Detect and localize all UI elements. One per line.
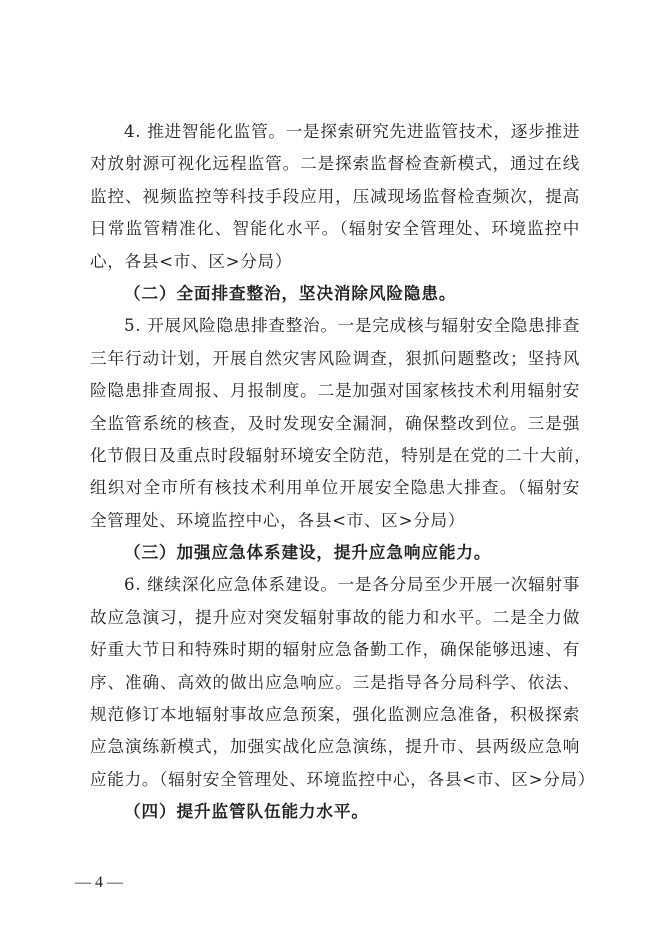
paragraph-item-6	[90, 569, 596, 796]
section-heading-3: （三）加强应急体系建设，提升应急响应能力。	[124, 543, 492, 563]
text-line: 化节假日及重点时段辐射环境安全防范，特别是在党的二十大前，	[90, 445, 592, 465]
text-line: 监控、视频监控等科技手段应用，压减现场监督检查频次，提高	[90, 186, 580, 206]
page-number: — 4 —	[75, 874, 123, 891]
text-line: 4. 推进智能化监管。一是探索研究先进监管技术，逐步推进	[124, 122, 580, 141]
text-line: 序、准确、高效的做出应急响应。三是指导各分局科学、依法、	[90, 672, 580, 692]
text-line: 故应急演习，提升应对突发辐射事故的能力和水平。二是全力做	[90, 607, 580, 627]
text-line: 应急演练新模式，加强实战化应急演练，提升市、县两级应急响	[90, 737, 580, 757]
text-line: 日常监管精准化、智能化水平。（辐射安全管理处、环境监控中	[90, 219, 580, 239]
text-line: 对放射源可视化远程监管。二是探索监督检查新模式，通过在线	[90, 154, 580, 174]
text-line: 三年行动计划，开展自然灾害风险调查，狠抓问题整改；坚持风	[90, 348, 580, 368]
text-line: 全监管系统的核查，及时发现安全漏洞，确保整改到位。三是强	[90, 413, 580, 433]
document-body	[90, 116, 596, 829]
paragraph-item-4	[90, 116, 580, 278]
text-line: 规范修订本地辐射事故应急预案，强化监测应急准备，积极探索	[90, 705, 580, 725]
text-line: 应能力。（辐射安全管理处、环境监控中心，各县<市、区>分局）	[90, 769, 596, 789]
text-line: 5. 开展风险隐患排查整治。一是完成核与辐射安全隐患排查	[124, 316, 580, 336]
text-line: 6. 继续深化应急体系建设。一是各分局至少开展一次辐射事	[124, 575, 580, 595]
text-line: 组织对全市所有核技术利用单位开展安全隐患大排查。（辐射安	[90, 478, 580, 498]
section-heading-4: （四）提升监管队伍能力水平。	[124, 802, 369, 822]
text-line: 心，各县<市、区>分局）	[90, 251, 293, 271]
section-heading-2: （二）全面排查整治，坚决消除风险隐患。	[124, 283, 457, 303]
text-line: 险隐患排查周报、月报制度。二是加强对国家核技术利用辐射安	[90, 381, 580, 401]
paragraph-item-5	[90, 310, 592, 537]
text-line: 全管理处、环境监控中心，各县<市、区>分局）	[90, 510, 466, 530]
text-line: 好重大节日和特殊时期的辐射应急备勤工作，确保能够迅速、有	[90, 640, 580, 660]
